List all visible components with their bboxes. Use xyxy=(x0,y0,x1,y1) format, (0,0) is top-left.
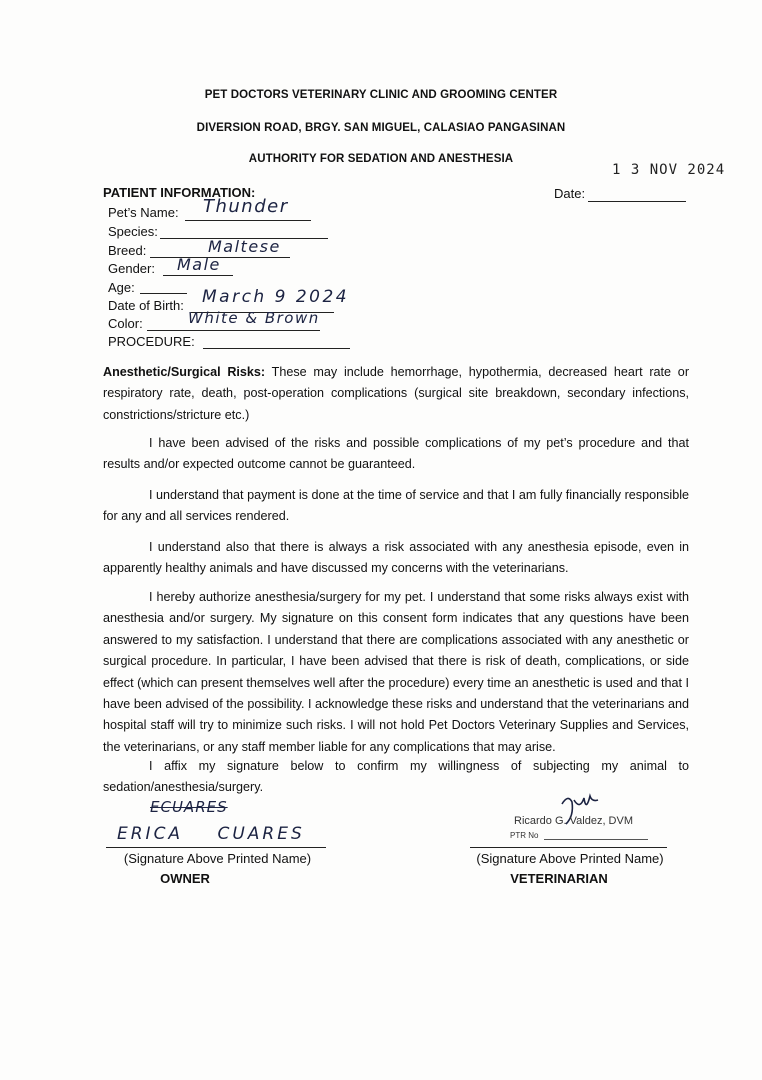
paragraph-payment-text: I understand that payment is done at the time of service and that I am fully financially responsible for any and all services rendered. xyxy=(103,488,689,524)
vet-name: Ricardo G. Valdez, DVM xyxy=(514,815,634,827)
paragraph-authorize xyxy=(103,587,689,758)
breed-value: Maltese xyxy=(208,237,281,256)
owner-signature-line xyxy=(106,847,326,848)
form-title: AUTHORITY FOR SEDATION AND ANESTHESIA xyxy=(248,153,514,165)
gender-value: Male xyxy=(177,255,221,274)
age-line xyxy=(140,293,187,294)
age-label: Age: xyxy=(108,280,135,295)
vet-caption: (Signature Above Printed Name) xyxy=(476,851,664,866)
owner-caption: (Signature Above Printed Name) xyxy=(123,851,312,866)
color-value: White & Brown xyxy=(188,309,320,327)
paragraph-authorize-text: I hereby authorize anesthesia/surgery for my pet. I understand that some risks always exist with anesthesia and/or surgery. My signature on this consent form indicates that any questions have been answered to my satisfaction. I understand that there are complications associated with any anesthetic or surgical procedure. In particular, I have been advised that there is risk of death, complications, or side effect (which can present themselves well after the procedure) every time an anesthetic is used and that I have been advised of the possibility. I acknowledge these risks and understand that the veterinarians and hospital staff will try to minimize such risks. I will not hold Pet Doctors Veterinary Supplies and Services, the veterinarians, or any staff member liable for any complications that may arise. xyxy=(103,590,689,754)
clinic-name: PET DOCTORS VETERINARY CLINIC AND GROOMING CENTER xyxy=(204,89,558,101)
color-line xyxy=(147,330,320,331)
patient-info-title: PATIENT INFORMATION: xyxy=(103,185,256,200)
breed-label: Breed: xyxy=(108,243,147,258)
vet-signature-line xyxy=(470,847,667,848)
gender-line xyxy=(163,275,233,276)
procedure-line xyxy=(203,348,350,349)
owner-role: OWNER xyxy=(160,871,210,886)
date-stamp: 1 3 NOV 2024 xyxy=(612,162,726,178)
dob-value: March 9 2024 xyxy=(202,287,350,307)
ptr-label: PTR No xyxy=(510,831,539,840)
risks-paragraph xyxy=(103,362,689,426)
dob-label: Date of Birth: xyxy=(108,298,184,313)
gender-label: Gender: xyxy=(108,261,155,276)
ptr-line xyxy=(544,839,648,840)
procedure-label: PROCEDURE: xyxy=(108,334,195,349)
paragraph-advised-text: I have been advised of the risks and possible complications of my pet’s procedure and that results and/or expected outcome cannot be guaranteed. xyxy=(103,436,689,472)
pet-name-value: Thunder xyxy=(203,196,289,217)
paragraph-risk-text: I understand also that there is always a risk associated with any anesthesia episode, even in apparently healthy animals and have discussed my concerns with the veterinarians. xyxy=(103,540,689,576)
date-line xyxy=(588,201,686,202)
owner-signature: ECUARES xyxy=(150,798,228,816)
pet-name-line xyxy=(185,220,311,221)
paragraph-affix-text: I affix my signature below to confirm my willingness of subjecting my animal to sedation/anesthesia/surgery. xyxy=(103,759,689,795)
color-label: Color: xyxy=(108,316,143,331)
paragraph-payment xyxy=(103,485,689,528)
risks-title: Anesthetic/Surgical Risks: xyxy=(103,365,266,379)
pet-name-label: Pet’s Name: xyxy=(108,205,179,220)
risks-text: These may include hemorrhage, hypothermia, decreased heart rate or respiratory rate, death, post-operation complications (surgical site breakdown, secondary infections, constrictions/stricture etc.) xyxy=(103,365,690,422)
vet-role: VETERINARIAN xyxy=(510,871,608,886)
paragraph-risk xyxy=(103,537,689,580)
date-label: Date: xyxy=(554,186,586,201)
species-label: Species: xyxy=(108,224,158,239)
paragraph-advised xyxy=(103,433,689,476)
clinic-address: DIVERSION ROAD, BRGY. SAN MIGUEL, CALASIAO PANGASINAN xyxy=(196,122,566,134)
owner-printed-name: ERICA CUARES xyxy=(117,824,305,844)
